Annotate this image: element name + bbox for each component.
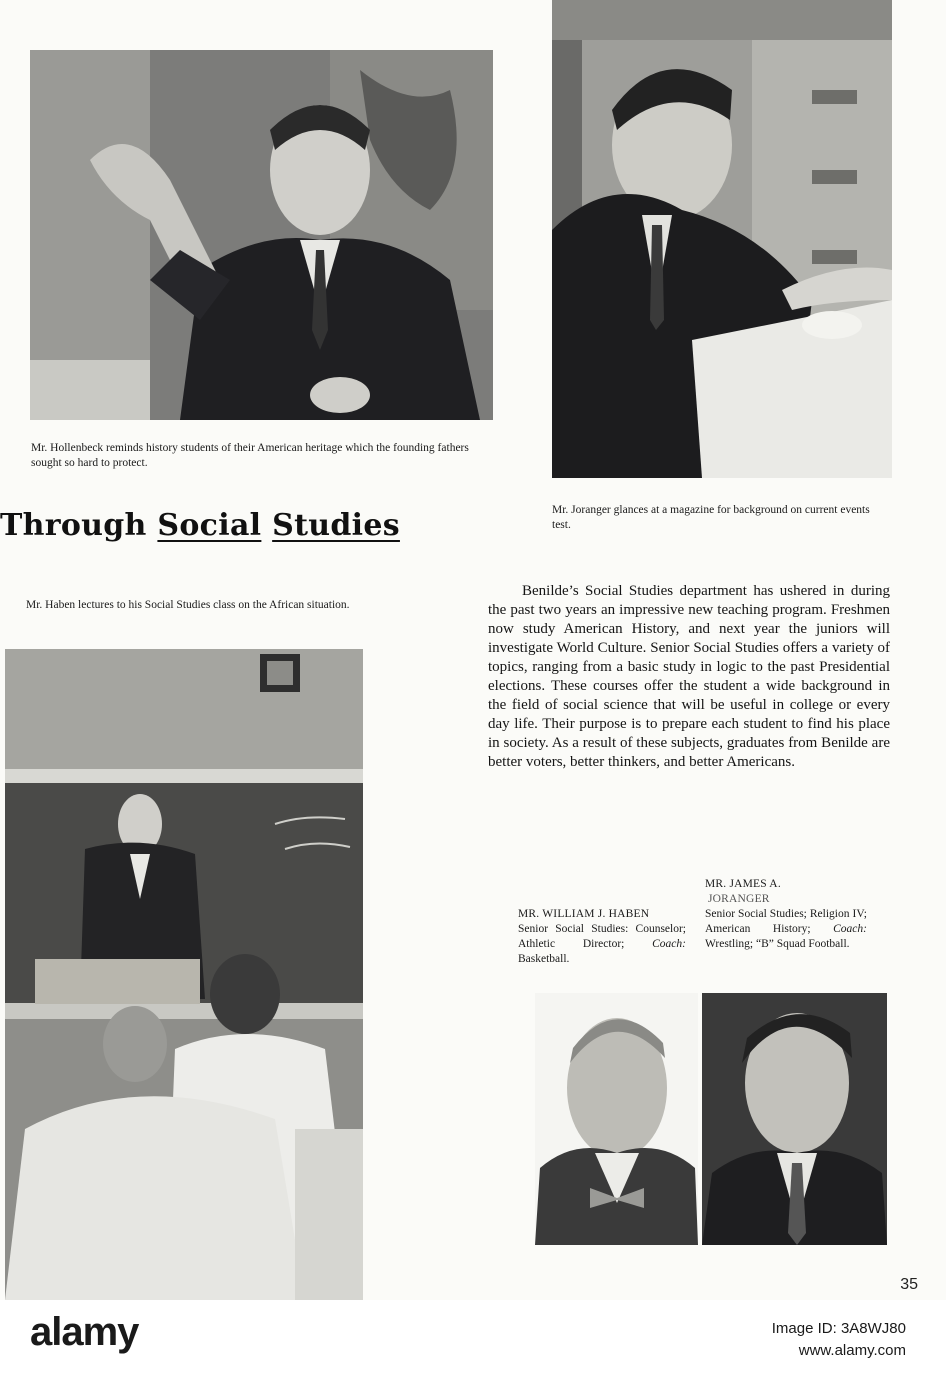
hollenbeck-photo: [30, 50, 493, 420]
haben-class-caption: Mr. Haben lectures to his Social Studies class on the African situation.: [26, 599, 350, 611]
haben-portrait: [535, 993, 698, 1245]
faculty-joranger-detail: Senior Social Studies; Religion IV; American History; Coach: Wrestling; “B” Squad Football.: [705, 908, 867, 950]
faculty-joranger: [705, 877, 867, 952]
joranger-photo: [552, 0, 892, 478]
headline-word-through: Through: [0, 508, 147, 543]
joranger-caption: Mr. Joranger glances at a magazine for background on current events test.: [552, 504, 870, 531]
watermark-site: www.alamy.com: [798, 1342, 906, 1359]
section-headline: [0, 508, 470, 556]
faculty-haben: [518, 907, 686, 967]
page-number: 35: [900, 1276, 918, 1293]
headline-word-social: Social: [157, 508, 262, 543]
department-description: Benilde’s Social Studies department has ushered in during the past two years an impressive new teaching program. Freshmen now study American History, and next year the juniors will investigate World Culture. Senior Social Studies offers a variety of topics, ranging from a basic study in logic to the past Presidential elections. These courses offer the student a wide background in the field of social science that will be useful in college or every day life. Their purpose is to prepare each student to find his place in society. As a result of these subjects, graduates from Benilde are better voters, better thinkers, and better Americans.: [488, 583, 890, 770]
alamy-logo: alamy: [30, 1310, 139, 1354]
faculty-haben-name: MR. WILLIAM J. HABEN: [518, 908, 650, 920]
watermark-image-id: Image ID: 3A8WJ80: [771, 1320, 906, 1337]
faculty-joranger-name-line2: JORANGER: [708, 893, 770, 905]
headline-word-studies: Studies: [272, 508, 400, 543]
faculty-joranger-name-line1: MR. JAMES A.: [705, 878, 781, 890]
faculty-haben-detail: Senior Social Studies: Counselor; Athletic Director; Coach: Basketball.: [518, 923, 686, 965]
joranger-portrait: [702, 993, 887, 1245]
watermark-info: [772, 1318, 906, 1362]
hollenbeck-caption: Mr. Hollenbeck reminds history students of their American heritage which the founding fathers sought so hard to protect.: [31, 442, 469, 469]
haben-class-photo: [5, 649, 363, 1300]
